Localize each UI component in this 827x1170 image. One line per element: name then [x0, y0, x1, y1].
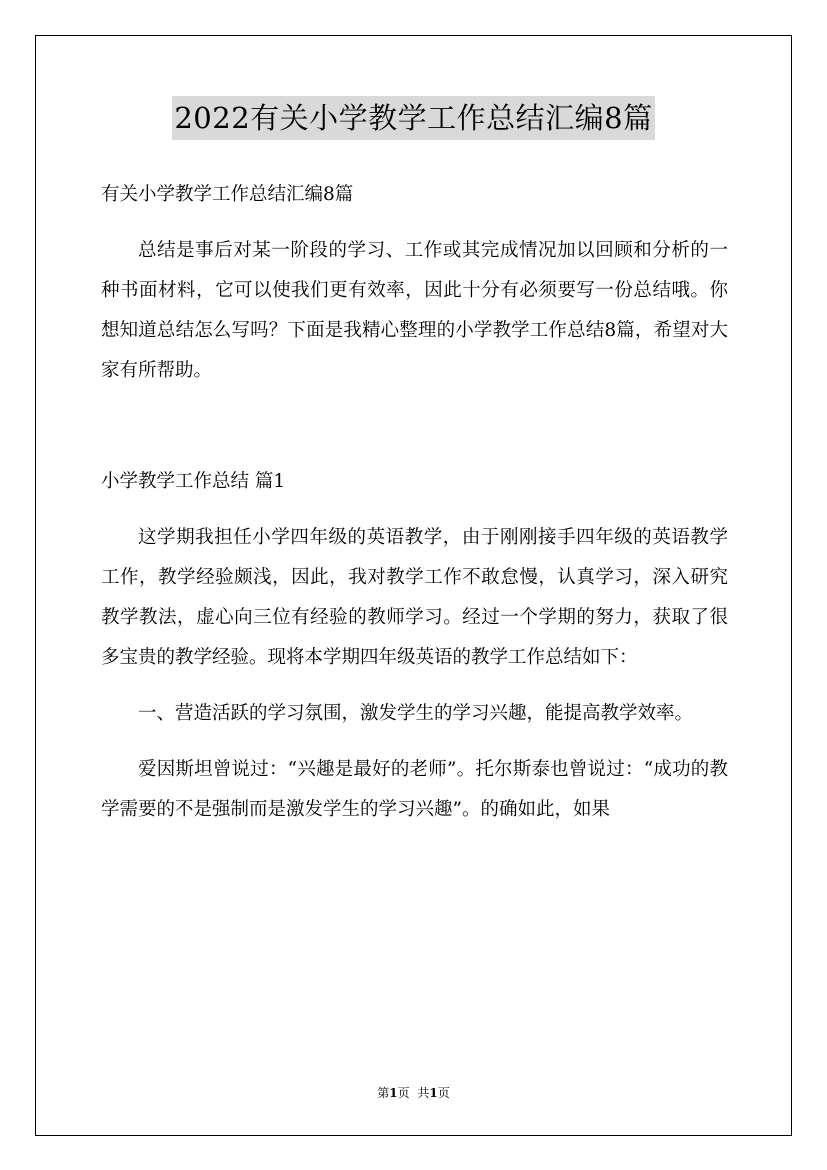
document-subtitle: 有关小学教学工作总结汇编8篇	[101, 184, 354, 205]
document-body	[101, 175, 728, 830]
footer-total-number: 1	[429, 1086, 438, 1100]
body-paragraph: 一、营造活跃的学习氛围，激发学生的学习兴趣，能提高教学效率。	[138, 703, 694, 724]
title-container	[0, 96, 827, 140]
document-title: 2022有关小学教学工作总结汇编8篇	[172, 96, 654, 140]
body-paragraph: 爱因斯坦曾说过：“兴趣是最好的老师”。托尔斯泰也曾说过：“成功的教学需要的不是强制而是激发学生的学习兴趣”。的确如此，如果	[101, 759, 728, 820]
footer-page-suffix: 页	[397, 1086, 410, 1100]
footer-total-prefix: 共	[417, 1086, 430, 1100]
intro-paragraph: 总结是事后对某一阶段的学习、工作或其完成情况加以回顾和分析的一种书面材料，它可以使我们更有效率，因此十分有必须要写一份总结哦。你想知道总结怎么写吗？下面是我精心整理的小学教学工作总结8篇，希望对大家有所帮助。	[101, 240, 728, 381]
body-paragraph: 这学期我担任小学四年级的英语教学，由于刚刚接手四年级的英语教学工作，教学经验颇浅，因此，我对教学工作不敢怠慢，认真学习，深入研究教学教法，虚心向三位有经验的教师学习。经过一个学期的努力，获取了很多宝贵的教学经验。现将本学期四年级英语的教学工作总结如下：	[101, 527, 728, 668]
footer-total-suffix: 页	[437, 1086, 450, 1100]
footer-page-number: 1	[389, 1086, 398, 1100]
page-footer	[0, 1085, 827, 1101]
section-heading: 小学教学工作总结 篇1	[101, 471, 286, 492]
footer-page-prefix: 第	[377, 1086, 390, 1100]
